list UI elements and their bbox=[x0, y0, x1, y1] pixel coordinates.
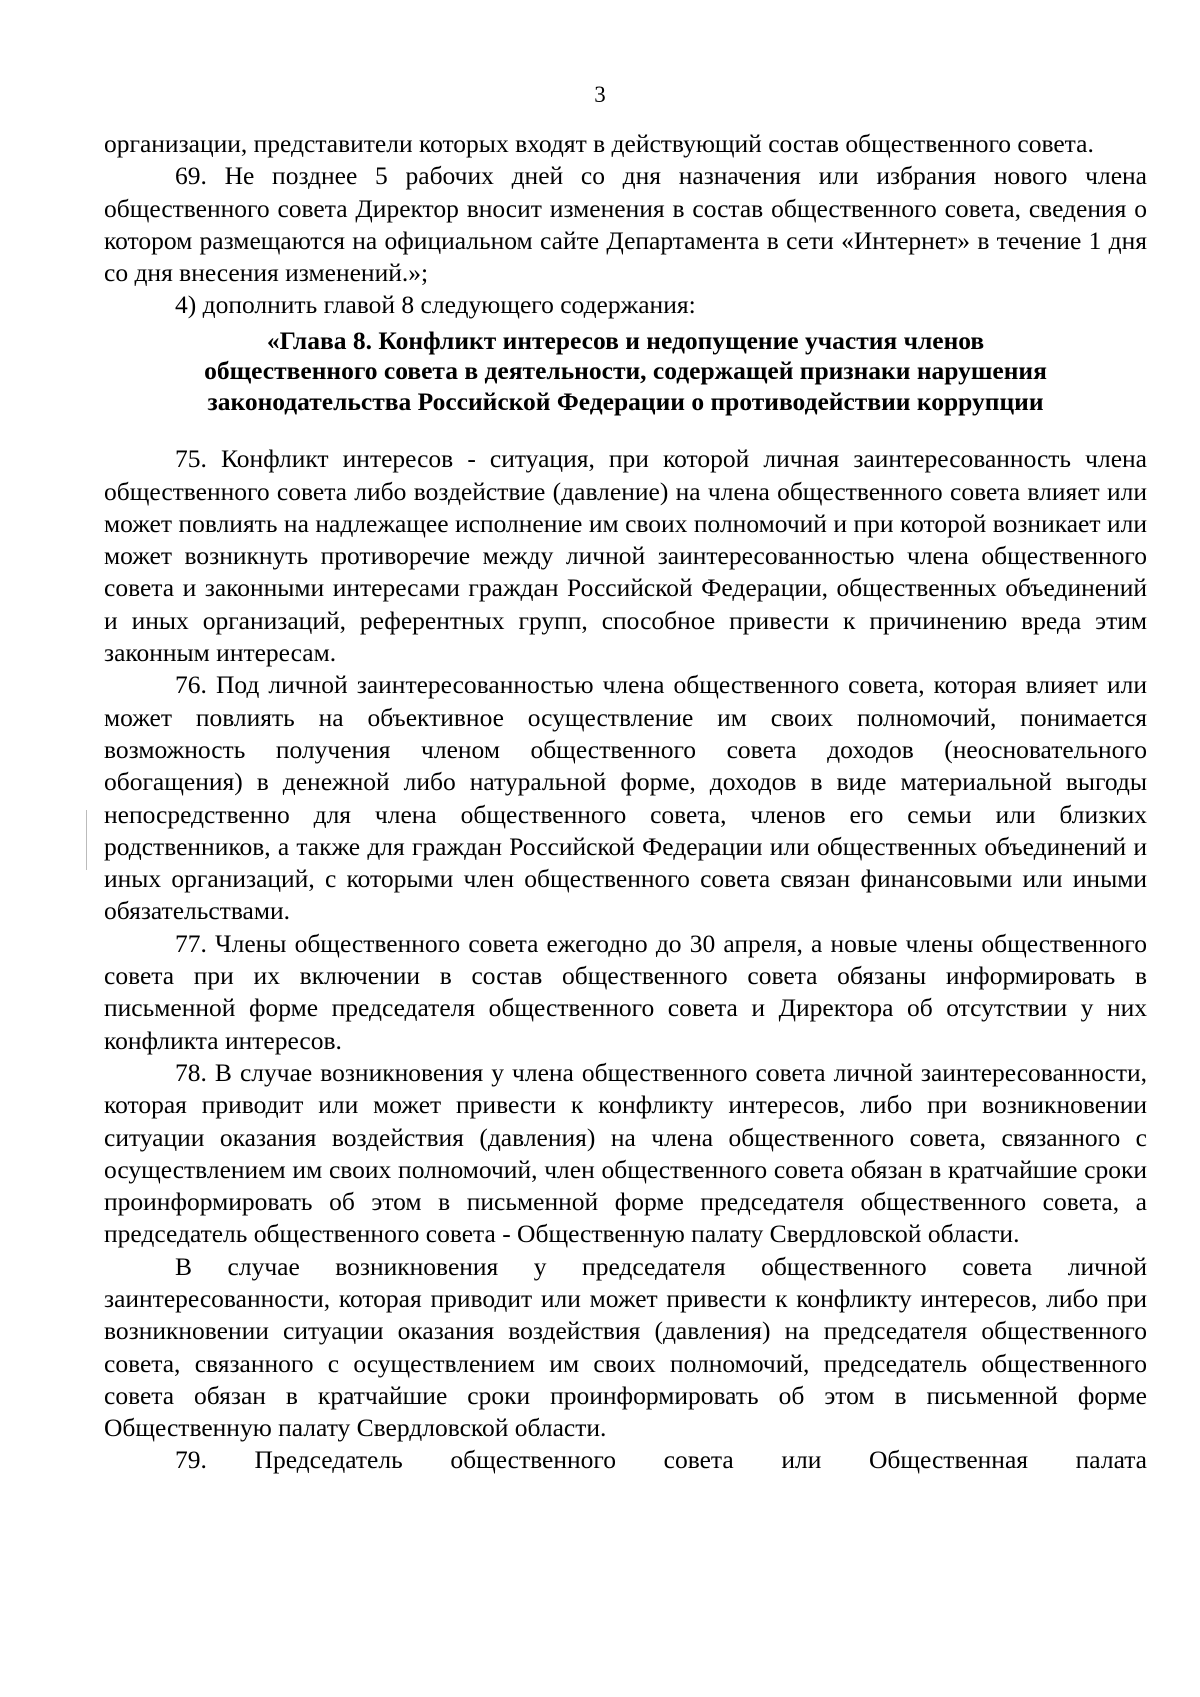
scan-artifact-line bbox=[86, 810, 87, 870]
paragraph-78: 78. В случае возникновения у члена общественного совета личной заинтересованности, которая приводит или может привести к конфликту интересов, либо при возникновении ситуации оказания воздействия (давления) на члена общественного совета, связанного с осуществлением им своих полномочий, член общественного совета обязан в кратчайшие сроки проинформировать об этом в письменной форме председателя общественного совета, а председатель общественного совета - Общественную палату Свердловской области. bbox=[104, 1057, 1147, 1249]
paragraph-78-second: В случае возникновения у председателя общественного совета личной заинтересованности, которая приводит или может привести к конфликту интересов, либо при возникновении ситуации оказания воздействия (давления) на председателя общественного совета, связанного с осуществлением им своих полномочий, председатель общественного совета обязан в кратчайшие сроки проинформировать об этом в письменной форме Общественную палату Свердловской области. bbox=[104, 1251, 1147, 1443]
paragraph-69: 69. Не позднее 5 рабочих дней со дня назначения или избрания нового члена общественного совета Директор вносит изменения в состав общественного совета, сведения о котором размещаются на официальном сайте Департамента в сети «Интернет» в течение 1 дня со дня внесения изменений.»; bbox=[104, 161, 1147, 288]
chapter-8-heading bbox=[104, 326, 1147, 418]
chapter-heading-line-2: общественного совета в деятельности, содержащей признаки нарушения bbox=[204, 356, 1047, 386]
paragraph-continuation: организации, представители которых входят в действующий состав общественного совета. bbox=[104, 129, 1094, 158]
document-body bbox=[104, 128, 1147, 1477]
chapter-heading-line-3: законодательства Российской Федерации о противодействии коррупции bbox=[207, 386, 1044, 416]
chapter-heading-line-1: «Глава 8. Конфликт интересов и недопущение участия членов bbox=[266, 325, 985, 355]
paragraph-77: 77. Члены общественного совета ежегодно до 30 апреля, а новые члены общественного совета при их включении в состав общественного совета обязаны информировать в письменной форме председателя общественного совета и Директора об отсутствии у них конфликта интересов. bbox=[104, 928, 1147, 1055]
paragraph-76: 76. Под личной заинтересованностью члена общественного совета, которая влияет или может повлиять на объективное осуществление им своих полномочий, понимается возможность получения членом общественного совета доходов (неосновательного обогащения) в денежной либо натуральной форме, доходов в виде материальной выгоды непосредственно для члена общественного совета, членов его семьи или близких родственников, а также для граждан Российской Федерации или общественных объединений и иных организаций, с которыми член общественного совета связан финансовыми или иными обязательствами. bbox=[104, 670, 1147, 926]
paragraph-75: 75. Конфликт интересов - ситуация, при которой личная заинтересованность члена общественного совета либо воздействие (давление) на члена общественного совета влияет или может повлиять на надлежащее исполнение им своих полномочий и при которой возникает или может возникнуть противоречие между личной заинтересованностью члена общественного совета и законными интересами граждан Российской Федерации, общественных объединений и иных организаций, референтных групп, способное привести к причинению вреда этим законным интересам. bbox=[104, 444, 1147, 668]
paragraph-amendment-4: 4) дополнить главой 8 следующего содержания: bbox=[175, 290, 696, 320]
paragraph-79: 79. Председатель общественного совета или Общественная палата bbox=[175, 1445, 1147, 1475]
page-number: 3 bbox=[594, 82, 606, 107]
